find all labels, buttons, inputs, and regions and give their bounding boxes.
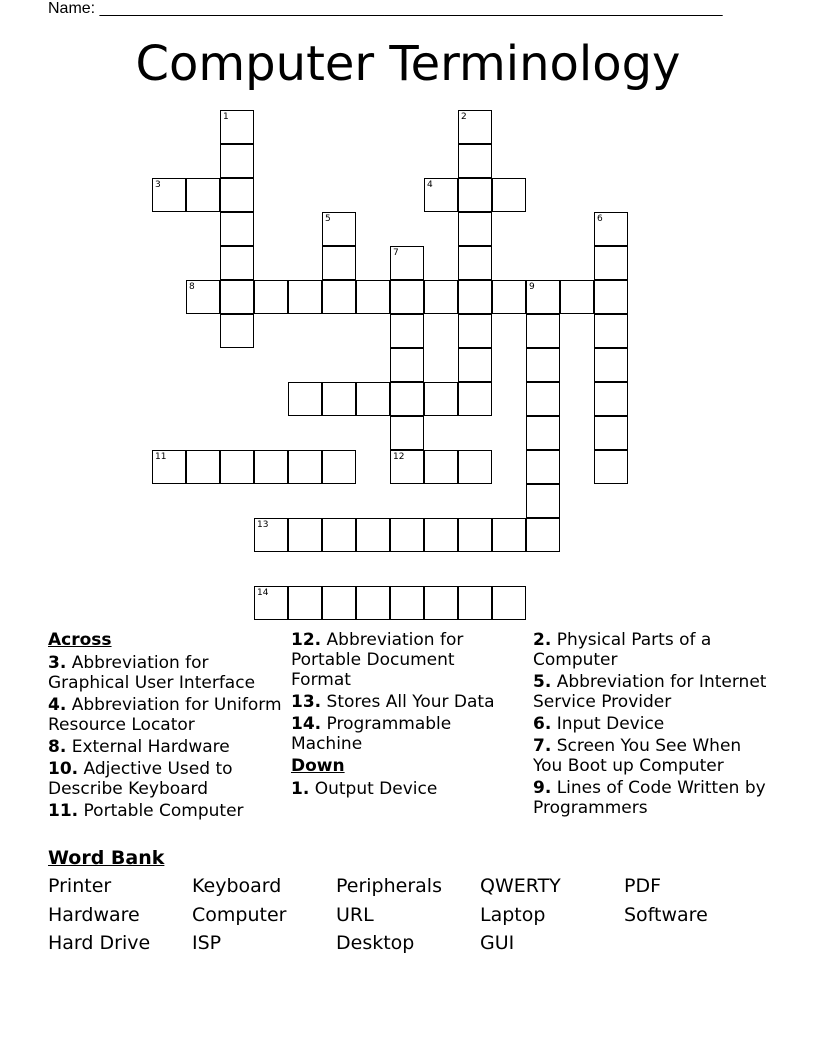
grid-cell[interactable]: [424, 586, 458, 620]
clue-number: 13: [257, 520, 269, 530]
grid-cell[interactable]: [594, 212, 628, 246]
grid-cell[interactable]: [390, 518, 424, 552]
grid-cell[interactable]: [526, 484, 560, 518]
grid-cell[interactable]: [356, 382, 390, 416]
grid-cell[interactable]: [288, 518, 322, 552]
grid-cell[interactable]: [424, 280, 458, 314]
grid-cell[interactable]: [458, 178, 492, 212]
grid-cell[interactable]: [492, 586, 526, 620]
grid-cell[interactable]: [594, 416, 628, 450]
grid-cell[interactable]: [322, 246, 356, 280]
grid-cell[interactable]: [458, 450, 492, 484]
grid-cell[interactable]: [322, 212, 356, 246]
word-bank-item: Laptop: [480, 904, 546, 926]
grid-cell[interactable]: [322, 586, 356, 620]
grid-cell[interactable]: [220, 212, 254, 246]
grid-cell[interactable]: [220, 450, 254, 484]
clue-number: 8: [189, 282, 195, 292]
grid-cell[interactable]: [492, 178, 526, 212]
grid-cell[interactable]: [220, 314, 254, 348]
grid-cell[interactable]: [424, 518, 458, 552]
grid-cell[interactable]: [186, 450, 220, 484]
down-clue-5: 5. Abbreviation for Internet Service Provider: [533, 672, 767, 712]
clue-column-2: [291, 630, 519, 801]
down-heading: Down: [291, 756, 345, 776]
across-clue-3: 3. Abbreviation for Graphical User Interface: [48, 653, 256, 693]
grid-cell[interactable]: [390, 246, 424, 280]
down-clue-2: 2. Physical Parts of a Computer: [533, 630, 712, 670]
clue-column-3: [533, 630, 773, 820]
grid-cell[interactable]: [390, 314, 424, 348]
grid-cell[interactable]: [390, 382, 424, 416]
grid-cell[interactable]: [390, 450, 424, 484]
grid-cell[interactable]: [458, 382, 492, 416]
clue-number: 14: [257, 588, 269, 598]
grid-cell[interactable]: [356, 280, 390, 314]
clue-number: 9: [529, 282, 535, 292]
grid-cell[interactable]: [458, 280, 492, 314]
grid-cell[interactable]: [424, 382, 458, 416]
grid-cell[interactable]: [254, 280, 288, 314]
grid-cell[interactable]: [526, 280, 560, 314]
grid-cell[interactable]: [186, 178, 220, 212]
grid-cell[interactable]: [594, 348, 628, 382]
grid-cell[interactable]: [390, 280, 424, 314]
word-bank-item: PDF: [624, 875, 662, 897]
grid-cell[interactable]: [560, 280, 594, 314]
across-clue-12: 12. Abbreviation for Portable Document Format: [291, 630, 464, 690]
grid-cell[interactable]: [220, 110, 254, 144]
across-clue-11: 11. Portable Computer: [48, 801, 244, 821]
grid-cell[interactable]: [254, 586, 288, 620]
across-clue-8: 8. External Hardware: [48, 737, 230, 757]
grid-cell[interactable]: [356, 586, 390, 620]
grid-cell[interactable]: [152, 450, 186, 484]
word-bank-item: QWERTY: [480, 875, 561, 897]
down-clue-7: 7. Screen You See When You Boot up Computer: [533, 736, 742, 776]
clue-number: 5: [325, 214, 331, 224]
clue-column-1: [48, 630, 284, 823]
word-bank-item: Printer: [48, 875, 112, 897]
clue-number: 2: [461, 112, 467, 122]
word-bank-item: Software: [624, 904, 708, 926]
grid-cell[interactable]: [220, 246, 254, 280]
word-bank-item: URL: [336, 904, 374, 926]
grid-cell[interactable]: [526, 382, 560, 416]
grid-cell[interactable]: [526, 416, 560, 450]
word-bank-item: Hard Drive: [48, 932, 151, 954]
word-bank-heading: Word Bank: [48, 847, 165, 869]
clue-number: 11: [155, 452, 167, 462]
grid-cell[interactable]: [220, 178, 254, 212]
clue-number: 7: [393, 248, 399, 258]
grid-cell[interactable]: [492, 518, 526, 552]
grid-cell[interactable]: [594, 382, 628, 416]
clue-number: 1: [223, 112, 229, 122]
across-heading: Across: [48, 630, 112, 650]
down-clue-1: 1. Output Device: [291, 779, 438, 799]
grid-cell[interactable]: [594, 450, 628, 484]
word-bank-item: Hardware: [48, 904, 140, 926]
word-bank-item: Desktop: [336, 932, 415, 954]
clue-number: 12: [393, 452, 405, 462]
grid-cell[interactable]: [526, 450, 560, 484]
grid-cell[interactable]: [254, 518, 288, 552]
grid-cell[interactable]: [356, 518, 390, 552]
grid-cell[interactable]: [220, 144, 254, 178]
grid-cell[interactable]: [458, 212, 492, 246]
clue-number: 6: [597, 214, 603, 224]
word-bank-item: ISP: [192, 932, 222, 954]
grid-cell[interactable]: [220, 280, 254, 314]
grid-cell[interactable]: [458, 110, 492, 144]
across-clue-10: 10. Adjective Used to Describe Keyboard: [48, 759, 233, 799]
grid-cell[interactable]: [458, 314, 492, 348]
word-bank-item: Keyboard: [192, 875, 282, 897]
grid-cell[interactable]: [288, 382, 322, 416]
down-clue-6: 6. Input Device: [533, 714, 665, 734]
grid-cell[interactable]: [492, 280, 526, 314]
clue-number: 4: [427, 180, 433, 190]
name-field-label: Name: ______________________________________________________________________: [48, 0, 723, 17]
grid-cell[interactable]: [322, 518, 356, 552]
grid-cell[interactable]: [390, 586, 424, 620]
grid-cell[interactable]: [288, 450, 322, 484]
grid-cell[interactable]: [390, 416, 424, 450]
grid-cell[interactable]: [288, 586, 322, 620]
word-bank-item: Peripherals: [336, 875, 442, 897]
across-clue-13: 13. Stores All Your Data: [291, 692, 495, 712]
grid-cell[interactable]: [594, 280, 628, 314]
word-bank-item: GUI: [480, 932, 515, 954]
grid-cell[interactable]: [254, 450, 288, 484]
grid-cell[interactable]: [186, 280, 220, 314]
across-clue-14: 14. Programmable Machine: [291, 714, 452, 754]
grid-cell[interactable]: [458, 348, 492, 382]
grid-cell[interactable]: [152, 178, 186, 212]
grid-cell[interactable]: [458, 518, 492, 552]
grid-cell[interactable]: [526, 348, 560, 382]
grid-cell[interactable]: [424, 450, 458, 484]
grid-cell[interactable]: [594, 314, 628, 348]
down-clue-9: 9. Lines of Code Written by Programmers: [533, 778, 766, 818]
puzzle-title: Computer Terminology: [135, 36, 681, 92]
clue-number: 3: [155, 180, 161, 190]
grid-cell[interactable]: [458, 246, 492, 280]
grid-cell[interactable]: [322, 450, 356, 484]
grid-cell[interactable]: [322, 382, 356, 416]
word-bank-item: Computer: [192, 904, 287, 926]
grid-cell[interactable]: [458, 586, 492, 620]
grid-cell[interactable]: [322, 280, 356, 314]
grid-cell[interactable]: [526, 518, 560, 552]
across-clue-4: 4. Abbreviation for Uniform Resource Locator: [48, 695, 282, 735]
grid-cell[interactable]: [458, 144, 492, 178]
grid-cell[interactable]: [526, 314, 560, 348]
grid-cell[interactable]: [288, 280, 322, 314]
grid-cell[interactable]: [390, 348, 424, 382]
grid-cell[interactable]: [594, 246, 628, 280]
grid-cell[interactable]: [424, 178, 458, 212]
